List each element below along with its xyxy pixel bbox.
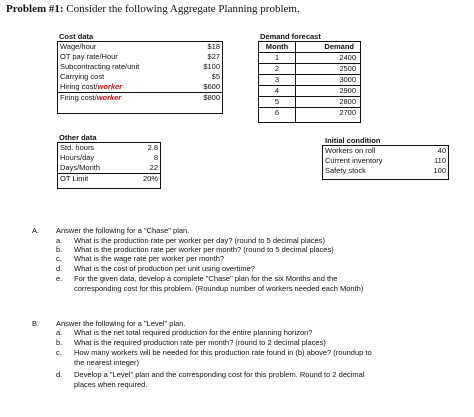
other-data-label: Other data [59, 133, 97, 142]
question-b-d [56, 370, 466, 390]
section-b-heading: Answer the following for a "Level" plan. [56, 319, 186, 328]
question-text-line-2: corresponding cost for this problem. (Roundup number of workers needed each Month) [74, 284, 364, 293]
month-cell: 5 [274, 97, 280, 106]
cost-value: $27 [207, 52, 220, 61]
demand-cell: 2800 [339, 97, 356, 106]
initial-value: 40 [437, 146, 446, 155]
cost-label-emphasis: worker [96, 93, 122, 102]
question-key: c. [56, 254, 62, 263]
cost-value: $5 [211, 72, 220, 81]
cost-label: Wage/hour [60, 42, 97, 51]
cost-row-ot [58, 52, 222, 62]
month-cell: 3 [274, 75, 280, 84]
demand-row [259, 107, 360, 118]
initial-value: 100 [433, 166, 446, 175]
question-text-line-1: Develop a "Level" plan and the corresponding cost for this problem. Round to 2 decimal [74, 370, 365, 379]
demand-header-row [259, 42, 360, 52]
other-label: Std. hours [60, 143, 95, 152]
other-row [58, 153, 160, 163]
question-text: What is the production rate per worker per month? (round to 5 decimal places) [74, 245, 334, 254]
demand-cell: 2500 [339, 64, 356, 73]
cost-row-hiring [58, 82, 222, 93]
section-a-key: A. [32, 226, 40, 235]
cost-label [60, 82, 122, 92]
cost-label: Subcontracting rate/unit [60, 62, 140, 71]
demand-cell: 2400 [339, 53, 356, 62]
question-text-line-1: How many workers will be needed for this production rate found in (b) above? (roundup to [74, 348, 372, 357]
demand-forecast-label: Demand forecast [260, 32, 321, 41]
month-cell: 2 [274, 64, 280, 73]
cost-row-subcontract [58, 62, 222, 72]
demand-cell: 2900 [339, 86, 356, 95]
question-a-c [56, 254, 456, 264]
question-b-c [56, 348, 466, 368]
question-a-e [56, 274, 466, 294]
demand-column-header: Demand [324, 42, 354, 51]
question-key: a. [56, 328, 63, 337]
initial-label: Workers on roll [325, 146, 376, 155]
other-data-table [57, 142, 161, 189]
initial-row [323, 166, 448, 176]
other-label: Hours/day [60, 153, 95, 162]
section-a-heading: Answer the following for a "Chase" plan. [56, 226, 190, 235]
initial-row [323, 146, 448, 156]
question-a-d [56, 264, 456, 274]
cost-label-text: Firing cost/ [60, 93, 97, 102]
cost-row-firing [58, 93, 222, 103]
cost-row-wage [58, 42, 222, 52]
initial-label: Safety stock [325, 166, 366, 175]
initial-value: 110 [434, 156, 446, 165]
question-key: d. [56, 264, 63, 273]
other-row [58, 173, 160, 184]
other-row [58, 163, 160, 173]
other-value: 2.8 [147, 143, 158, 152]
question-b-a [56, 328, 456, 338]
question-text: What is the cost of production per unit using overtime? [74, 264, 255, 273]
cost-label-emphasis: worker [97, 82, 123, 91]
initial-condition-label: Initial condition [325, 136, 381, 145]
demand-row [259, 85, 360, 96]
question-text: What is the wage rate per worker per month? [74, 254, 225, 263]
cost-value: $800 [203, 93, 220, 102]
month-cell: 4 [274, 86, 280, 95]
month-cell: 6 [274, 108, 280, 117]
question-text-line-2: the nearest integer) [74, 358, 140, 367]
demand-row [259, 63, 360, 74]
cost-value: $600 [203, 82, 220, 91]
section-b-key: B. [32, 319, 40, 328]
initial-row [323, 156, 448, 166]
question-key: b. [56, 245, 63, 254]
cost-value: $18 [207, 42, 220, 51]
demand-forecast-table [258, 41, 361, 123]
question-key: d. [56, 370, 63, 379]
question-text: What is the net total required production for the entire planning horizon? [74, 328, 313, 337]
question-b-b [56, 338, 456, 348]
other-value: 22 [149, 163, 158, 172]
month-column-header: Month [265, 42, 289, 51]
other-value: 8 [153, 153, 158, 162]
other-row [58, 143, 160, 153]
problem-number: Problem #1: [6, 3, 64, 15]
demand-cell: 3000 [339, 75, 356, 84]
question-text-line-1: For the given data, develop a complete "Chase" plan for the six Months and the [74, 274, 338, 283]
question-text-line-2: places when required. [74, 380, 148, 389]
cost-data-label: Cost data [59, 32, 94, 41]
other-value: 20% [142, 174, 158, 183]
cost-value: $100 [203, 62, 220, 71]
demand-row [259, 52, 360, 63]
cost-label [60, 93, 121, 103]
cost-label: Carrying cost [60, 72, 105, 81]
demand-row [259, 74, 360, 85]
question-text: What is the required production rate per month? (round to 2 decimal places) [74, 338, 326, 347]
question-key: b. [56, 338, 63, 347]
month-cell: 1 [274, 53, 280, 62]
problem-statement: Consider the following Aggregate Planning problem. [66, 3, 300, 15]
demand-cell: 2700 [339, 108, 356, 117]
other-label: OT Limit [60, 174, 89, 183]
cost-label-text: Hiring cost/ [60, 82, 98, 91]
demand-row [259, 96, 360, 107]
question-key: a. [56, 236, 63, 245]
question-key: c. [56, 348, 62, 357]
question-text: What is the production rate per worker per day? (round to 5 decimal places) [74, 236, 325, 245]
cost-label: OT pay rate/Hour [60, 52, 118, 61]
question-key: e. [56, 274, 63, 283]
initial-condition-table [322, 145, 449, 180]
other-label: Days/Month [60, 163, 101, 172]
initial-label: Current inventory [325, 156, 383, 165]
cost-data-table [57, 41, 223, 114]
problem-title [6, 3, 300, 15]
cost-row-carrying [58, 72, 222, 82]
